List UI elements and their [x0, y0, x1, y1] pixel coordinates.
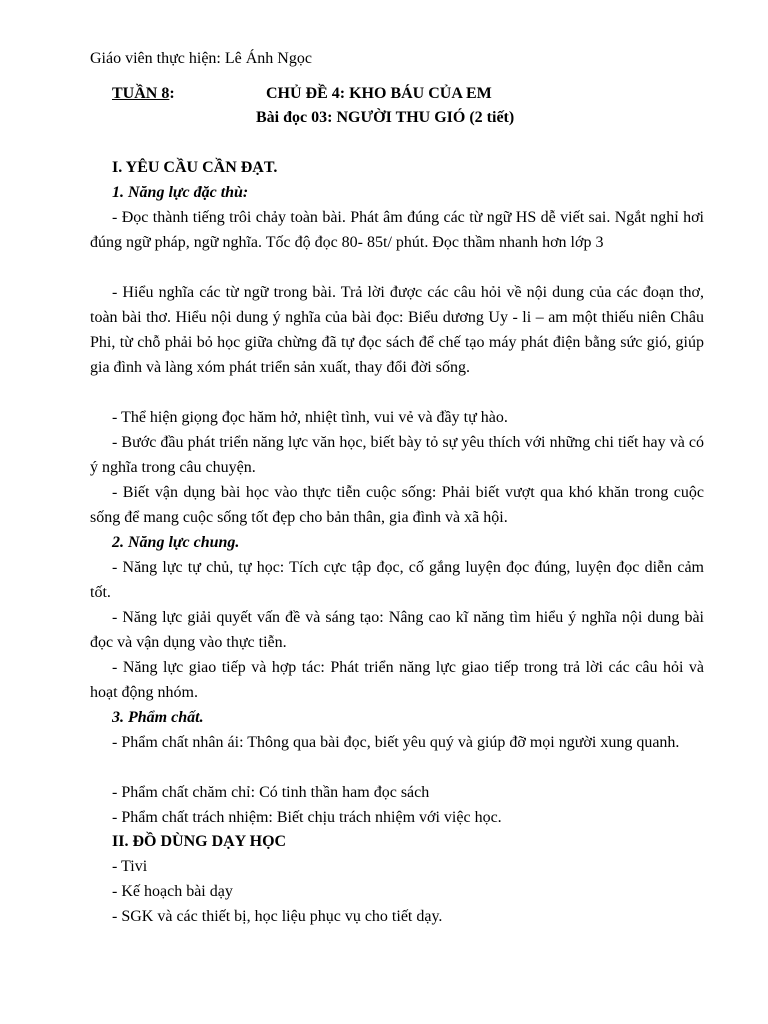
section2-item-2: - Kế hoạch bài dạy	[112, 883, 233, 900]
section2-item-3: - SGK và các thiết bị, học liệu phục vụ cho tiết dạy.	[112, 908, 443, 925]
week-label	[112, 84, 175, 104]
topic-title: CHỦ ĐỀ 4: KHO BÁU CỦA EM	[266, 85, 492, 102]
sub1-item-2: - Hiểu nghĩa các từ ngữ trong bài. Trả lời được các câu hỏi về nội dung của các đoạn thơ, toàn bài thơ. Hiểu nội dung ý nghĩa của bài đọc: Biểu dương Uy - li – am một thiếu niên Châu Phi, từ chỗ phải bỏ học giữa chừng đã tự đọc sách để chế tạo máy phát điện bằng sức gió, giúp gia đình và làng xóm phát triển sản xuất, thay đổi đời sống.	[90, 284, 704, 376]
sub3-heading: 3. Phẩm chất.	[112, 709, 204, 726]
section2-heading: II. ĐỒ DÙNG DẠY HỌC	[112, 833, 287, 850]
sub1-item-4: - Bước đầu phát triển năng lực văn học, biết bày tỏ sự yêu thích với những chi tiết hay và có ý nghĩa trong câu chuyện.	[90, 434, 704, 476]
sub1-item-5: - Biết vận dụng bài học vào thực tiễn cuộc sống: Phải biết vượt qua khó khăn trong cuộc sống để mang cuộc sống tốt đẹp cho bản thân, gia đình và xã hội.	[90, 484, 704, 526]
section1-heading: I. YÊU CẦU CẦN ĐẠT.	[112, 159, 278, 176]
sub1-item-3: - Thể hiện giọng đọc hăm hở, nhiệt tình, vui vẻ và đầy tự hào.	[112, 409, 508, 426]
sub3-item-1: - Phẩm chất nhân ái: Thông qua bài đọc, biết yêu quý và giúp đỡ mọi người xung quanh.	[112, 734, 680, 751]
lesson-title: Bài đọc 03: NGƯỜI THU GIÓ (2 tiết)	[256, 109, 515, 126]
sub1-item-1: - Đọc thành tiếng trôi chảy toàn bài. Phát âm đúng các từ ngữ HS dễ viết sai. Ngắt nghỉ hơi đúng ngữ pháp, ngữ nghĩa. Tốc độ đọc 80- 85t/ phút. Đọc thầm nhanh hơn lớp 3	[90, 209, 704, 251]
sub2-heading: 2. Năng lực chung.	[112, 534, 240, 551]
sub3-item-3: - Phẩm chất trách nhiệm: Biết chịu trách nhiệm với việc học.	[112, 809, 502, 826]
sub1-heading: 1. Năng lực đặc thù:	[112, 184, 249, 201]
teacher-line: Giáo viên thực hiện: Lê Ánh Ngọc	[90, 50, 312, 67]
week-label-text: TUẦN 8	[112, 85, 170, 102]
sub3-item-2: - Phẩm chất chăm chỉ: Có tinh thần ham đọc sách	[112, 784, 430, 801]
week-label-colon: :	[169, 85, 175, 102]
sub2-item-2: - Năng lực giải quyết vấn đề và sáng tạo: Nâng cao kĩ năng tìm hiểu ý nghĩa nội dung bài đọc và vận dụng vào thực tiễn.	[90, 609, 704, 651]
sub2-item-1: - Năng lực tự chủ, tự học: Tích cực tập đọc, cố gắng luyện đọc đúng, luyện đọc diễn cảm tốt.	[90, 559, 704, 601]
sub2-item-3: - Năng lực giao tiếp và hợp tác: Phát triển năng lực giao tiếp trong trả lời các câu hỏi và hoạt động nhóm.	[90, 659, 704, 701]
section2-item-1: - Tivi	[112, 858, 148, 875]
